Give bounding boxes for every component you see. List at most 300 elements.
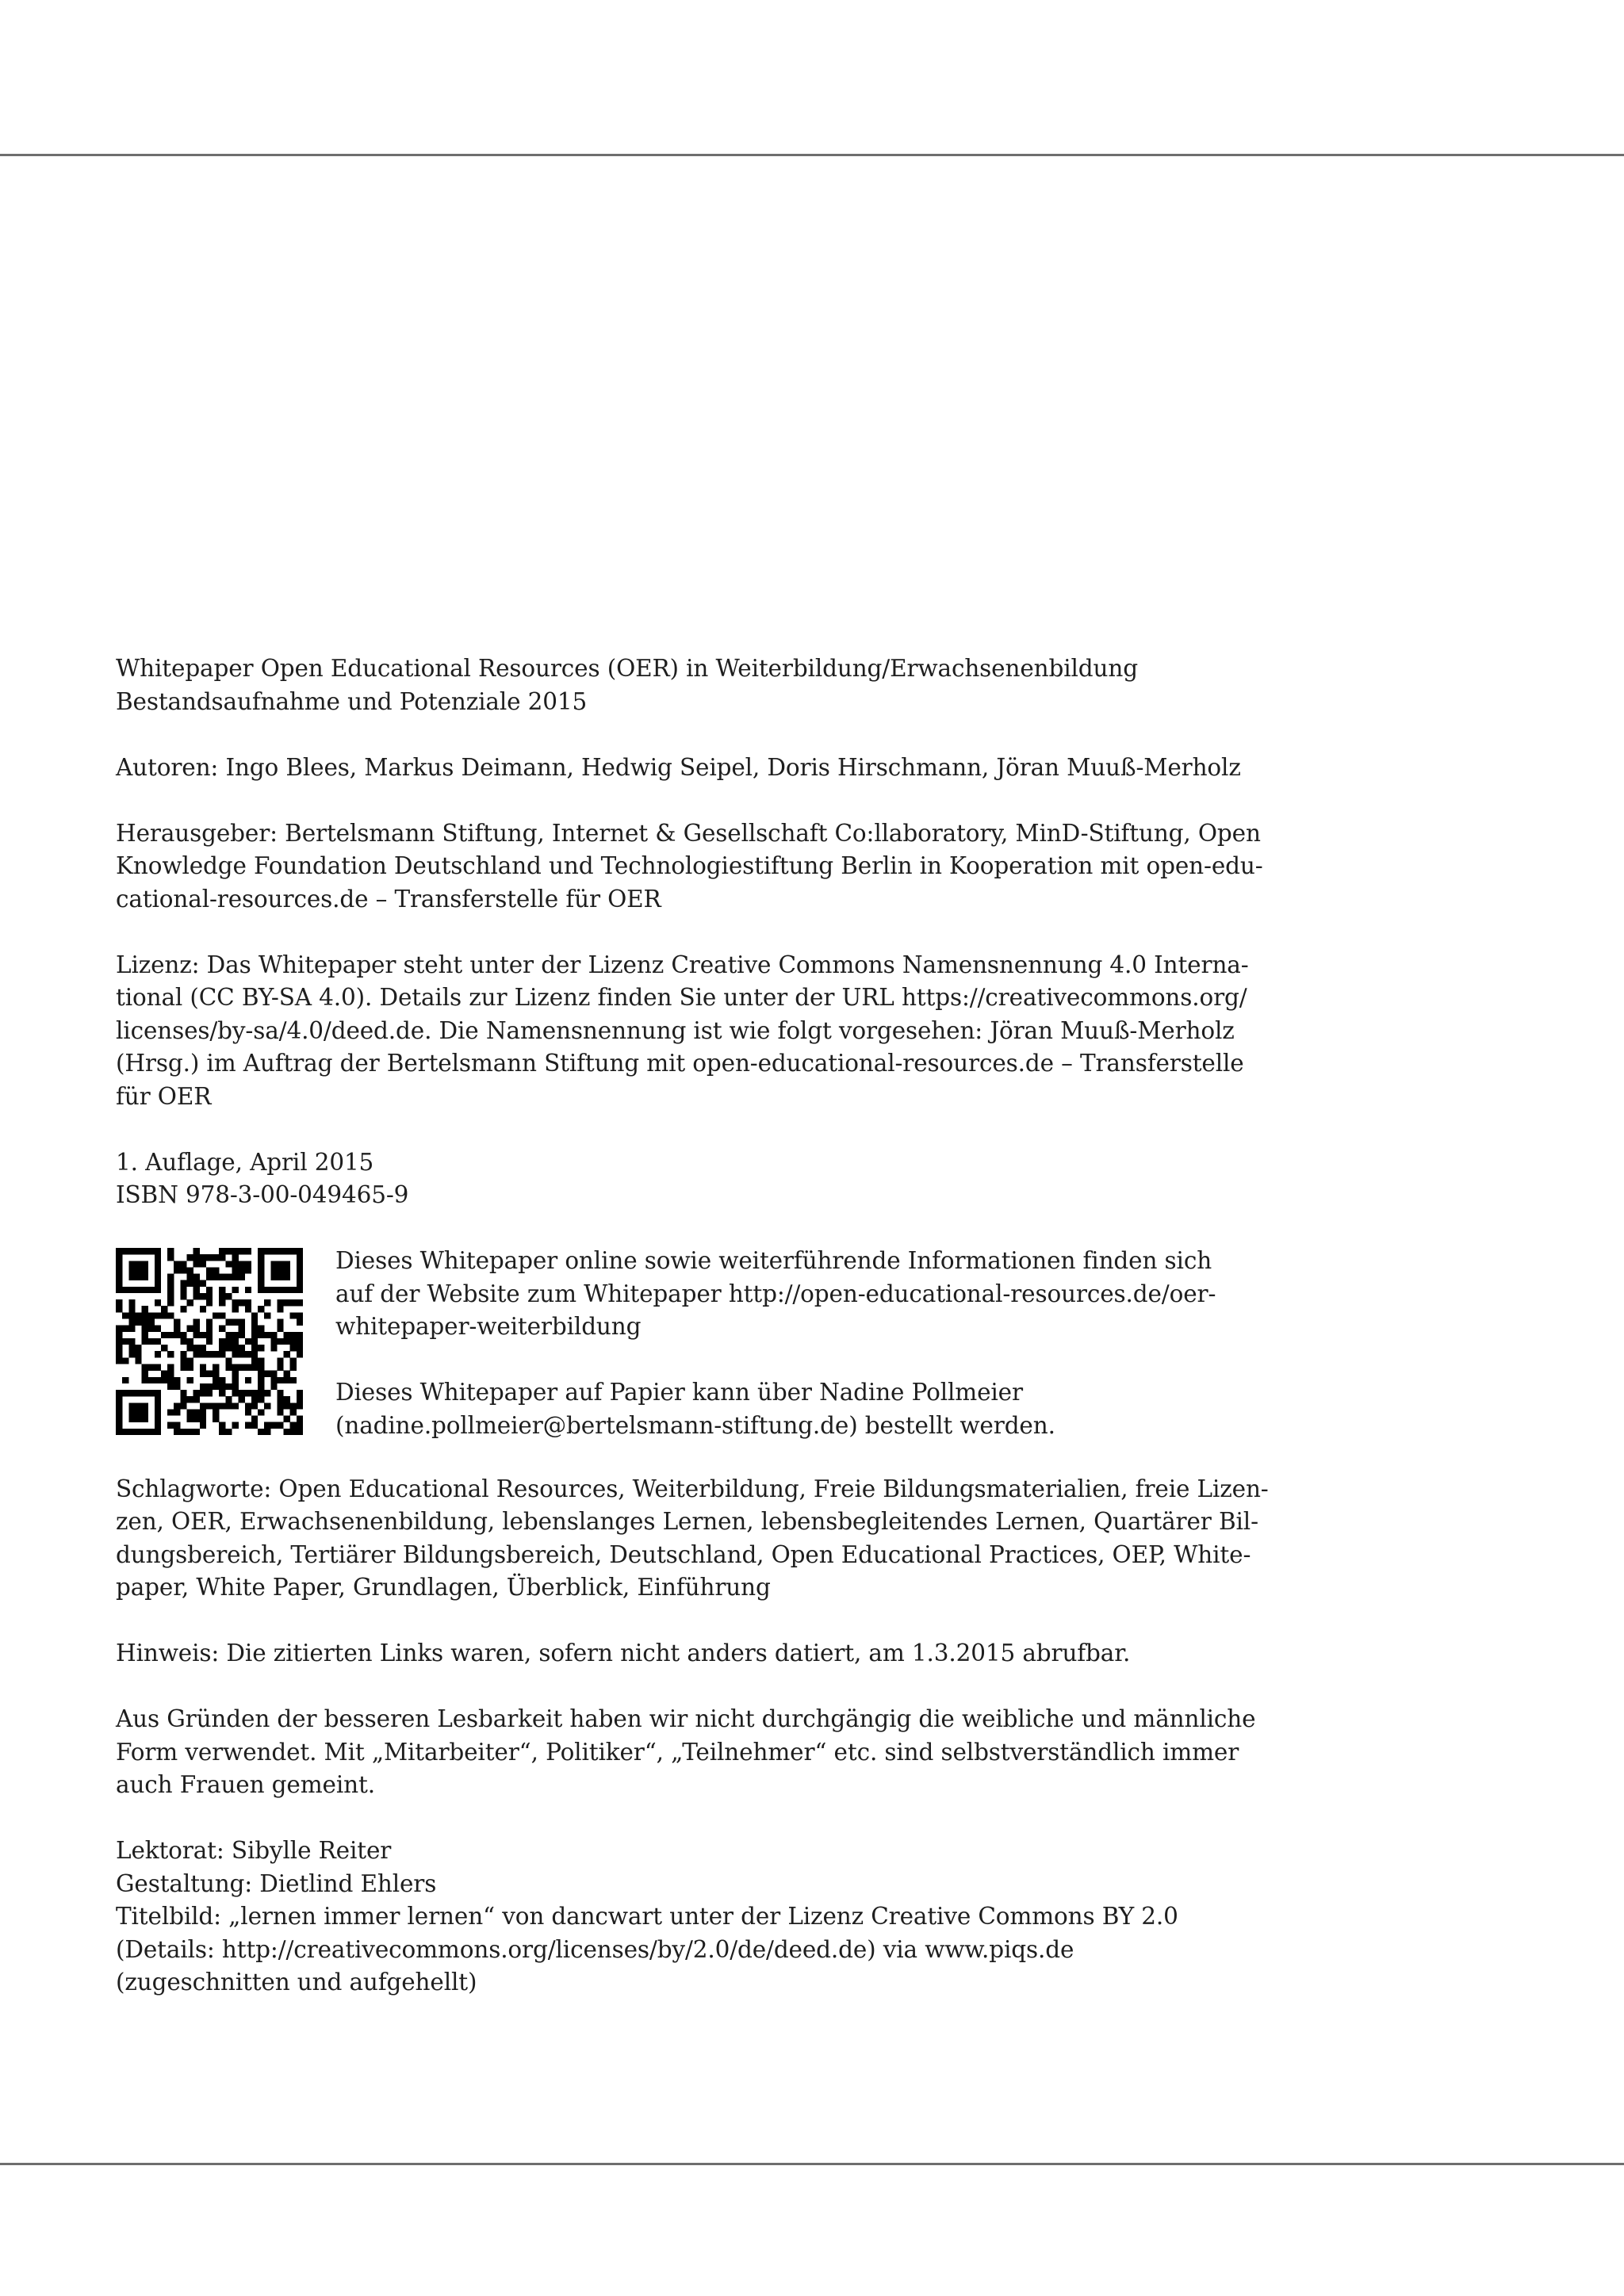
qr-module bbox=[155, 1390, 161, 1396]
qr-module bbox=[174, 1383, 180, 1390]
qr-module bbox=[142, 1326, 148, 1332]
qr-module bbox=[193, 1396, 200, 1402]
qr-module bbox=[232, 1390, 238, 1396]
qr-module bbox=[251, 1390, 258, 1396]
keywords-line: Schlagworte: Open Educational Resources, Weiterbildung, Freie Bildungsmaterialien, freie Lizen- bbox=[116, 1475, 1269, 1502]
qr-module bbox=[225, 1332, 232, 1338]
qr-module bbox=[135, 1274, 141, 1280]
qr-module bbox=[193, 1287, 200, 1293]
qr-module bbox=[122, 1326, 128, 1332]
qr-module bbox=[155, 1299, 161, 1306]
qr-module bbox=[174, 1326, 180, 1332]
qr-module bbox=[232, 1254, 238, 1261]
qr-module bbox=[148, 1287, 155, 1293]
qr-module bbox=[200, 1306, 206, 1312]
qr-module bbox=[116, 1351, 122, 1357]
qr-module bbox=[284, 1338, 290, 1345]
qr-module bbox=[200, 1371, 206, 1377]
credits-line: Gestaltung: Dietlind Ehlers bbox=[116, 1869, 437, 1897]
qr-module bbox=[128, 1416, 135, 1422]
license-line: licenses/by-sa/4.0/deed.de. Die Namensnennung ist wie folgt vorgesehen: Jöran Muuß-Merholz bbox=[116, 1016, 1235, 1044]
qr-module bbox=[187, 1416, 193, 1422]
qr-module bbox=[148, 1377, 155, 1383]
qr-module bbox=[251, 1326, 258, 1332]
qr-module bbox=[135, 1312, 141, 1318]
qr-module bbox=[187, 1357, 193, 1364]
qr-module bbox=[284, 1351, 290, 1357]
qr-module bbox=[270, 1261, 277, 1267]
qr-module bbox=[290, 1332, 297, 1338]
qr-module bbox=[187, 1267, 193, 1273]
qr-module bbox=[277, 1299, 283, 1306]
qr-module bbox=[270, 1383, 277, 1390]
online-info-line: Dieses Whitepaper online sowie weiterführende Informationen finden sich bbox=[335, 1247, 1212, 1274]
qr-module bbox=[232, 1345, 238, 1351]
qr-module bbox=[290, 1422, 297, 1429]
qr-module bbox=[245, 1351, 251, 1357]
qr-module bbox=[239, 1351, 245, 1357]
qr-module bbox=[135, 1319, 141, 1326]
title-line: Whitepaper Open Educational Resources (OER) in Weiterbildung/Erwachsenenbildung bbox=[116, 655, 1138, 682]
qr-module bbox=[206, 1287, 213, 1293]
qr-module bbox=[297, 1351, 303, 1357]
qr-module bbox=[277, 1306, 283, 1312]
qr-module bbox=[148, 1429, 155, 1435]
publisher-line: Knowledge Foundation Deutschland und Technologiestiftung Berlin in Kooperation mit open-edu- bbox=[116, 852, 1263, 879]
qr-module bbox=[167, 1312, 174, 1318]
qr-module bbox=[155, 1416, 161, 1422]
credits bbox=[116, 1835, 1178, 1999]
qr-module bbox=[284, 1416, 290, 1422]
qr-module bbox=[297, 1429, 303, 1435]
qr-module bbox=[116, 1261, 122, 1267]
qr-module bbox=[167, 1351, 174, 1357]
qr-module bbox=[277, 1422, 283, 1429]
qr-module bbox=[219, 1377, 225, 1383]
qr-module bbox=[284, 1429, 290, 1435]
qr-module bbox=[219, 1274, 225, 1280]
qr-module bbox=[142, 1390, 148, 1396]
qr-module bbox=[167, 1299, 174, 1306]
qr-module bbox=[284, 1274, 290, 1280]
qr-module bbox=[284, 1402, 290, 1409]
qr-module bbox=[277, 1377, 283, 1383]
bottom-rule bbox=[0, 2163, 1624, 2165]
qr-module bbox=[206, 1299, 213, 1306]
qr-module bbox=[193, 1332, 200, 1338]
qr-module bbox=[270, 1248, 277, 1254]
qr-module bbox=[297, 1274, 303, 1280]
qr-module bbox=[206, 1293, 213, 1299]
qr-module bbox=[213, 1312, 219, 1318]
publication-title bbox=[116, 652, 1138, 718]
qr-module bbox=[187, 1377, 193, 1383]
qr-module bbox=[245, 1409, 251, 1415]
authors-line: Autoren: Ingo Blees, Markus Deimann, Hedwig Seipel, Doris Hirschmann, Jöran Muuß-Merholz bbox=[116, 753, 1241, 781]
qr-module bbox=[167, 1332, 174, 1338]
qr-module bbox=[142, 1377, 148, 1383]
qr-module bbox=[180, 1390, 186, 1396]
qr-module bbox=[135, 1390, 141, 1396]
online-info-section bbox=[116, 1245, 1216, 1440]
qr-module bbox=[219, 1422, 225, 1429]
qr-module bbox=[225, 1293, 232, 1299]
qr-module bbox=[180, 1287, 186, 1293]
qr-module bbox=[239, 1261, 245, 1267]
online-info-line[interactable]: whitepaper-weiterbildung bbox=[335, 1313, 642, 1340]
qr-module bbox=[128, 1326, 135, 1332]
qr-module bbox=[116, 1287, 122, 1293]
qr-module bbox=[258, 1332, 264, 1338]
qr-module bbox=[245, 1364, 251, 1370]
qr-module bbox=[174, 1409, 180, 1415]
qr-module bbox=[239, 1299, 245, 1306]
qr-module bbox=[155, 1422, 161, 1429]
qr-module bbox=[290, 1402, 297, 1409]
qr-module bbox=[232, 1287, 238, 1293]
qr-module bbox=[193, 1416, 200, 1422]
qr-module bbox=[270, 1267, 277, 1273]
qr-module bbox=[219, 1402, 225, 1409]
qr-module bbox=[135, 1357, 141, 1364]
qr-module bbox=[225, 1345, 232, 1351]
qr-module bbox=[232, 1248, 238, 1254]
qr-module bbox=[142, 1364, 148, 1370]
qr-module bbox=[200, 1390, 206, 1396]
qr-module bbox=[187, 1345, 193, 1351]
qr-module bbox=[167, 1274, 174, 1280]
qr-module bbox=[193, 1326, 200, 1332]
qr-module bbox=[200, 1280, 206, 1287]
qr-module bbox=[142, 1274, 148, 1280]
qr-module bbox=[277, 1364, 283, 1370]
qr-module bbox=[225, 1357, 232, 1364]
qr-module bbox=[174, 1429, 180, 1435]
qr-module bbox=[206, 1274, 213, 1280]
print-order-line: Dieses Whitepaper auf Papier kann über Nadine Pollmeier bbox=[335, 1379, 1023, 1406]
qr-module bbox=[245, 1402, 251, 1409]
qr-module bbox=[206, 1332, 213, 1338]
qr-module bbox=[251, 1319, 258, 1326]
qr-module bbox=[142, 1312, 148, 1318]
qr-module bbox=[232, 1319, 238, 1326]
qr-module bbox=[193, 1261, 200, 1267]
qr-module bbox=[135, 1409, 141, 1415]
qr-module bbox=[277, 1409, 283, 1415]
qr-module bbox=[180, 1306, 186, 1312]
credits-line[interactable]: (Details: http://creativecommons.org/licenses/by/2.0/de/deed.de) via www.piqs.de bbox=[116, 1935, 1074, 1963]
edition bbox=[116, 1146, 1135, 1212]
qr-module bbox=[174, 1267, 180, 1273]
qr-module bbox=[245, 1422, 251, 1429]
qr-module bbox=[239, 1248, 245, 1254]
qr-module bbox=[155, 1287, 161, 1293]
credits-line: Lektorat: Sibylle Reiter bbox=[116, 1837, 392, 1864]
qr-module bbox=[148, 1338, 155, 1345]
qr-module bbox=[232, 1383, 238, 1390]
qr-module bbox=[122, 1377, 128, 1383]
qr-module bbox=[258, 1306, 264, 1312]
qr-module bbox=[225, 1338, 232, 1345]
qr-module bbox=[290, 1409, 297, 1415]
qr-module bbox=[258, 1371, 264, 1377]
qr-module bbox=[200, 1332, 206, 1338]
qr-module bbox=[239, 1345, 245, 1351]
license-line: tional (CC BY-SA 4.0). Details zur Lizenz finden Sie unter der URL https://creativecommons.org/ bbox=[116, 984, 1247, 1011]
qr-module bbox=[219, 1254, 225, 1261]
qr-module bbox=[290, 1429, 297, 1435]
qr-module bbox=[193, 1390, 200, 1396]
qr-module bbox=[206, 1402, 213, 1409]
qr-module bbox=[174, 1319, 180, 1326]
qr-module bbox=[135, 1416, 141, 1422]
qr-module bbox=[264, 1390, 270, 1396]
qr-module bbox=[128, 1306, 135, 1312]
qr-module bbox=[251, 1338, 258, 1345]
qr-module bbox=[116, 1332, 122, 1338]
qr-module bbox=[135, 1287, 141, 1293]
qr-module bbox=[258, 1390, 264, 1396]
qr-module bbox=[232, 1377, 238, 1383]
qr-module bbox=[116, 1396, 122, 1402]
qr-module bbox=[297, 1422, 303, 1429]
qr-module bbox=[128, 1312, 135, 1318]
qr-module bbox=[219, 1351, 225, 1357]
qr-module bbox=[116, 1357, 122, 1364]
qr-module bbox=[219, 1383, 225, 1390]
gender-note-line: auch Frauen gemeint. bbox=[116, 1771, 375, 1798]
qr-module bbox=[245, 1248, 251, 1254]
qr-module bbox=[187, 1299, 193, 1306]
online-info-line[interactable]: auf der Website zum Whitepaper http://open-educational-resources.de/oer- bbox=[335, 1280, 1216, 1307]
qr-module bbox=[142, 1409, 148, 1415]
qr-module bbox=[135, 1261, 141, 1267]
qr-module bbox=[142, 1338, 148, 1345]
qr-module bbox=[232, 1338, 238, 1345]
qr-module bbox=[187, 1429, 193, 1435]
qr-module bbox=[219, 1429, 225, 1435]
qr-module bbox=[116, 1338, 122, 1345]
qr-module bbox=[167, 1371, 174, 1377]
qr-module bbox=[239, 1332, 245, 1338]
qr-module bbox=[277, 1390, 283, 1396]
qr-module bbox=[264, 1429, 270, 1435]
qr-module bbox=[290, 1312, 297, 1318]
qr-module bbox=[200, 1383, 206, 1390]
qr-module bbox=[180, 1429, 186, 1435]
qr-module bbox=[174, 1261, 180, 1267]
license-line: für OER bbox=[116, 1082, 212, 1110]
qr-module bbox=[155, 1312, 161, 1318]
gender-note-line: Form verwendet. Mit „Mitarbeiter“, Politiker“, „Teilnehmer“ etc. sind selbstverständlich immer bbox=[116, 1738, 1239, 1766]
qr-module bbox=[225, 1261, 232, 1267]
keywords-line: zen, OER, Erwachsenenbildung, lebenslanges Lernen, lebensbegleitendes Lernen, Quartärer Bil- bbox=[116, 1508, 1258, 1535]
qr-module bbox=[232, 1274, 238, 1280]
qr-module bbox=[161, 1377, 167, 1383]
qr-module bbox=[258, 1429, 264, 1435]
qr-module bbox=[180, 1364, 186, 1370]
qr-module bbox=[200, 1409, 206, 1415]
qr-module bbox=[193, 1345, 200, 1351]
qr-module bbox=[239, 1319, 245, 1326]
qr-module bbox=[142, 1248, 148, 1254]
qr-module bbox=[187, 1409, 193, 1415]
keywords-line: paper, White Paper, Grundlagen, Überblick, Einführung bbox=[116, 1574, 771, 1601]
qr-module bbox=[277, 1357, 283, 1364]
qr-module bbox=[161, 1306, 167, 1312]
qr-module bbox=[128, 1299, 135, 1306]
qr-module bbox=[200, 1422, 206, 1429]
qr-module bbox=[116, 1274, 122, 1280]
qr-module bbox=[219, 1287, 225, 1293]
qr-module bbox=[155, 1402, 161, 1409]
qr-module bbox=[193, 1254, 200, 1261]
qr-module bbox=[116, 1390, 122, 1396]
qr-module bbox=[180, 1396, 186, 1402]
qr-module bbox=[297, 1254, 303, 1261]
qr-module bbox=[142, 1287, 148, 1293]
qr-code-icon[interactable] bbox=[116, 1248, 303, 1435]
isbn-line: ISBN 978-3-00-049465-9 bbox=[116, 1181, 409, 1208]
qr-module bbox=[225, 1274, 232, 1280]
qr-module bbox=[187, 1326, 193, 1332]
qr-module bbox=[116, 1422, 122, 1429]
qr-module bbox=[258, 1274, 264, 1280]
qr-module bbox=[180, 1261, 186, 1267]
license-line: Lizenz: Das Whitepaper steht unter der Lizenz Creative Commons Namensnennung 4.0 Interna- bbox=[116, 951, 1249, 978]
qr-module bbox=[193, 1429, 200, 1435]
qr-module bbox=[258, 1280, 264, 1287]
qr-module bbox=[155, 1261, 161, 1267]
qr-module bbox=[116, 1345, 122, 1351]
qr-module bbox=[277, 1338, 283, 1345]
qr-module bbox=[167, 1409, 174, 1415]
qr-module bbox=[122, 1390, 128, 1396]
qr-module bbox=[193, 1351, 200, 1357]
qr-module bbox=[116, 1416, 122, 1422]
qr-module bbox=[258, 1345, 264, 1351]
qr-module bbox=[264, 1402, 270, 1409]
qr-module bbox=[245, 1390, 251, 1396]
qr-module bbox=[187, 1280, 193, 1287]
qr-module bbox=[219, 1326, 225, 1332]
qr-module bbox=[245, 1299, 251, 1306]
qr-module bbox=[264, 1422, 270, 1429]
qr-module bbox=[270, 1338, 277, 1345]
qr-module bbox=[135, 1402, 141, 1409]
qr-module bbox=[155, 1429, 161, 1435]
qr-module bbox=[122, 1338, 128, 1345]
license-line: (Hrsg.) im Auftrag der Bertelsmann Stiftung mit open-educational-resources.de – Transferstelle bbox=[116, 1050, 1244, 1077]
qr-module bbox=[122, 1248, 128, 1254]
qr-module bbox=[239, 1326, 245, 1332]
qr-module bbox=[251, 1312, 258, 1318]
qr-module bbox=[251, 1351, 258, 1357]
qr-module bbox=[116, 1402, 122, 1409]
qr-module bbox=[258, 1364, 264, 1370]
qr-module bbox=[148, 1248, 155, 1254]
qr-module bbox=[290, 1299, 297, 1306]
qr-module bbox=[135, 1351, 141, 1357]
qr-module bbox=[116, 1280, 122, 1287]
qr-module bbox=[206, 1383, 213, 1390]
qr-module bbox=[277, 1319, 283, 1326]
qr-module bbox=[239, 1274, 245, 1280]
publisher bbox=[116, 817, 1263, 916]
qr-module bbox=[297, 1261, 303, 1267]
qr-module bbox=[277, 1326, 283, 1332]
qr-module bbox=[155, 1280, 161, 1287]
qr-module bbox=[225, 1396, 232, 1402]
qr-module bbox=[277, 1274, 283, 1280]
qr-module bbox=[128, 1409, 135, 1415]
qr-module bbox=[258, 1383, 264, 1390]
qr-module bbox=[270, 1371, 277, 1377]
qr-module bbox=[142, 1429, 148, 1435]
qr-module bbox=[219, 1338, 225, 1345]
qr-module bbox=[161, 1312, 167, 1318]
qr-module bbox=[219, 1248, 225, 1254]
qr-module bbox=[284, 1261, 290, 1267]
qr-module bbox=[187, 1274, 193, 1280]
qr-module bbox=[232, 1306, 238, 1312]
qr-module bbox=[167, 1248, 174, 1254]
qr-module bbox=[206, 1390, 213, 1396]
qr-module bbox=[251, 1332, 258, 1338]
publisher-line: cational-resources.de – Transferstelle für OER bbox=[116, 885, 661, 913]
qr-module bbox=[142, 1416, 148, 1422]
qr-module bbox=[193, 1409, 200, 1415]
qr-module bbox=[116, 1326, 122, 1332]
qr-module bbox=[239, 1364, 245, 1370]
qr-module bbox=[187, 1338, 193, 1345]
qr-module bbox=[128, 1390, 135, 1396]
qr-module bbox=[180, 1351, 186, 1357]
qr-module bbox=[277, 1396, 283, 1402]
qr-module bbox=[200, 1364, 206, 1370]
qr-module bbox=[225, 1402, 232, 1409]
qr-module bbox=[219, 1293, 225, 1299]
qr-module bbox=[206, 1319, 213, 1326]
qr-module bbox=[174, 1402, 180, 1409]
qr-module bbox=[297, 1248, 303, 1254]
qr-module bbox=[206, 1254, 213, 1261]
qr-module bbox=[258, 1326, 264, 1332]
print-order-email-line[interactable]: (nadine.pollmeier@bertelsmann-stiftung.de) bestellt werden. bbox=[335, 1411, 1055, 1439]
top-rule bbox=[0, 154, 1624, 156]
qr-module bbox=[297, 1390, 303, 1396]
qr-module bbox=[232, 1299, 238, 1306]
qr-module bbox=[219, 1312, 225, 1318]
qr-module bbox=[135, 1429, 141, 1435]
qr-module bbox=[155, 1364, 161, 1370]
qr-module bbox=[174, 1332, 180, 1338]
qr-module bbox=[213, 1364, 219, 1370]
qr-module bbox=[264, 1287, 270, 1293]
qr-module bbox=[290, 1338, 297, 1345]
qr-module bbox=[264, 1299, 270, 1306]
qr-module bbox=[193, 1319, 200, 1326]
qr-module bbox=[232, 1261, 238, 1267]
qr-module bbox=[270, 1287, 277, 1293]
qr-module bbox=[258, 1409, 264, 1415]
qr-module bbox=[200, 1254, 206, 1261]
qr-module bbox=[264, 1248, 270, 1254]
qr-module bbox=[264, 1332, 270, 1338]
imprint-content bbox=[116, 652, 1269, 2032]
qr-module bbox=[155, 1254, 161, 1261]
edition-line: 1. Auflage, April 2015 bbox=[116, 1148, 374, 1176]
